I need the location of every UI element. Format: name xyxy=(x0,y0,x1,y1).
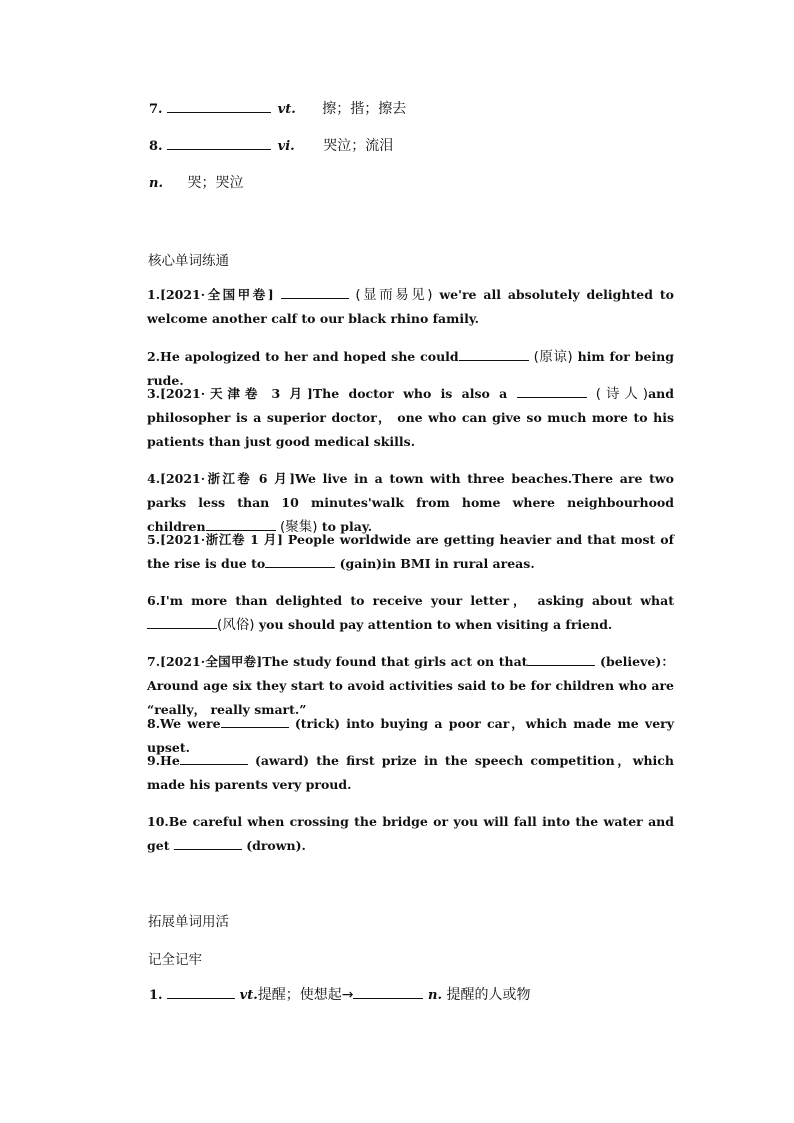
part-of-speech: vi. xyxy=(277,139,295,154)
exercise-text: him for being rude. xyxy=(147,349,674,388)
part-of-speech: vt. xyxy=(239,988,258,1003)
exercise-prefix: 6.I'm more than delighted to receive your letter， asking about what xyxy=(147,593,674,608)
exercise-text: and philosopher is a superior doctor， one who can give so much more to his patients than just good medical skills. xyxy=(147,386,675,449)
expand-item-1 xyxy=(149,986,531,1004)
answer-blank[interactable] xyxy=(174,837,242,850)
exercise-prefix: 4.[2021·浙江卷 6 月]We live in a town with three beaches.There are two parks less than 10 minutes'walk from home where neighbourhood children xyxy=(147,471,674,534)
exercise-10 xyxy=(120,810,674,858)
exercise-prefix: 5.[2021·浙江卷 1 月] People worldwide are getting heavier and that most of the rise is due to xyxy=(147,532,674,571)
vocab-number: 1. xyxy=(149,988,163,1003)
exercise-text: in BMI in rural areas. xyxy=(382,556,535,571)
exercise-hint: (gain) xyxy=(339,556,383,571)
exercise-hint: (trick) xyxy=(294,716,341,731)
exercise-text: you should pay attention to when visiting a friend. xyxy=(258,617,613,632)
vocab-item-8 xyxy=(149,137,393,155)
vocab-item-7 xyxy=(149,100,406,118)
exercise-prefix: 3.[2021·天津卷 3 月]The doctor who is also a xyxy=(147,386,508,401)
vocab-meaning: 提醒的人或物 xyxy=(446,987,531,1003)
answer-blank[interactable] xyxy=(180,752,248,765)
vocab-number: 7. xyxy=(149,102,163,117)
part-of-speech: vt. xyxy=(277,102,296,117)
exercise-prefix: 7.[2021·全国甲卷]The study found that girls act on that xyxy=(147,654,528,669)
exercise-text: into buying a poor car，which made me very upset. xyxy=(147,716,674,755)
exercise-hint: (believe) xyxy=(600,654,662,669)
vocab-meaning: 哭；哭泣 xyxy=(187,175,244,191)
answer-blank[interactable] xyxy=(167,137,271,150)
exercise-prefix: 1.[2021·全国甲卷] xyxy=(147,287,274,302)
vocab-item-8-noun xyxy=(149,175,244,192)
answer-blank[interactable] xyxy=(459,348,529,361)
exercise-text: we're all absolutely delighted to welcome another calf to our black rhino family. xyxy=(147,287,674,326)
exercise-text: to play. xyxy=(321,519,373,534)
exercise-prefix: 2.He apologized to her and hoped she could xyxy=(147,349,459,364)
section-subheading: 记全记牢 xyxy=(148,952,202,968)
answer-blank[interactable] xyxy=(353,986,423,999)
section-heading: 拓展单词用活 xyxy=(148,914,229,930)
answer-blank[interactable] xyxy=(221,715,289,728)
exercise-prefix: 9.He xyxy=(147,753,180,768)
answer-blank[interactable] xyxy=(281,286,349,299)
exercise-6 xyxy=(120,589,674,637)
vocab-meaning: 提醒；使想起→ xyxy=(257,987,354,1003)
exercise-text: ：Around age six they start to avoid activities said to be for children who are “really， really smart.” xyxy=(147,654,674,717)
exercise-hint: (诗人) xyxy=(595,386,649,402)
answer-blank[interactable] xyxy=(527,653,595,666)
exercise-hint: (风俗) xyxy=(217,617,255,633)
exercise-hint: (显而易见) xyxy=(355,287,433,303)
vocab-number: 8. xyxy=(149,139,163,154)
part-of-speech: n. xyxy=(149,176,163,191)
vocab-meaning: 哭泣；流泪 xyxy=(323,138,394,154)
answer-blank[interactable] xyxy=(167,986,235,999)
exercise-hint: (聚集) xyxy=(279,519,318,535)
answer-blank[interactable] xyxy=(147,616,217,629)
exercise-prefix: 10.Be careful when crossing the bridge or you will fall into the water and get xyxy=(147,814,674,853)
section-heading: 核心单词练通 xyxy=(148,253,229,269)
exercise-text: the first prize in the speech competition，which made his parents very proud. xyxy=(147,753,674,792)
vocab-meaning: 擦；揩；擦去 xyxy=(322,101,407,117)
answer-blank[interactable] xyxy=(517,385,587,398)
exercise-1 xyxy=(120,283,674,331)
exercise-5 xyxy=(120,528,674,576)
exercise-hint: (drown). xyxy=(246,838,306,853)
exercise-hint: (原谅) xyxy=(533,349,573,365)
answer-blank[interactable] xyxy=(167,100,271,113)
exercise-hint: (award) xyxy=(254,753,310,768)
answer-blank[interactable] xyxy=(265,555,335,568)
part-of-speech: n. xyxy=(428,988,442,1003)
exercise-prefix: 8.We were xyxy=(147,716,221,731)
exercise-9 xyxy=(120,749,674,797)
exercise-3 xyxy=(120,382,674,454)
